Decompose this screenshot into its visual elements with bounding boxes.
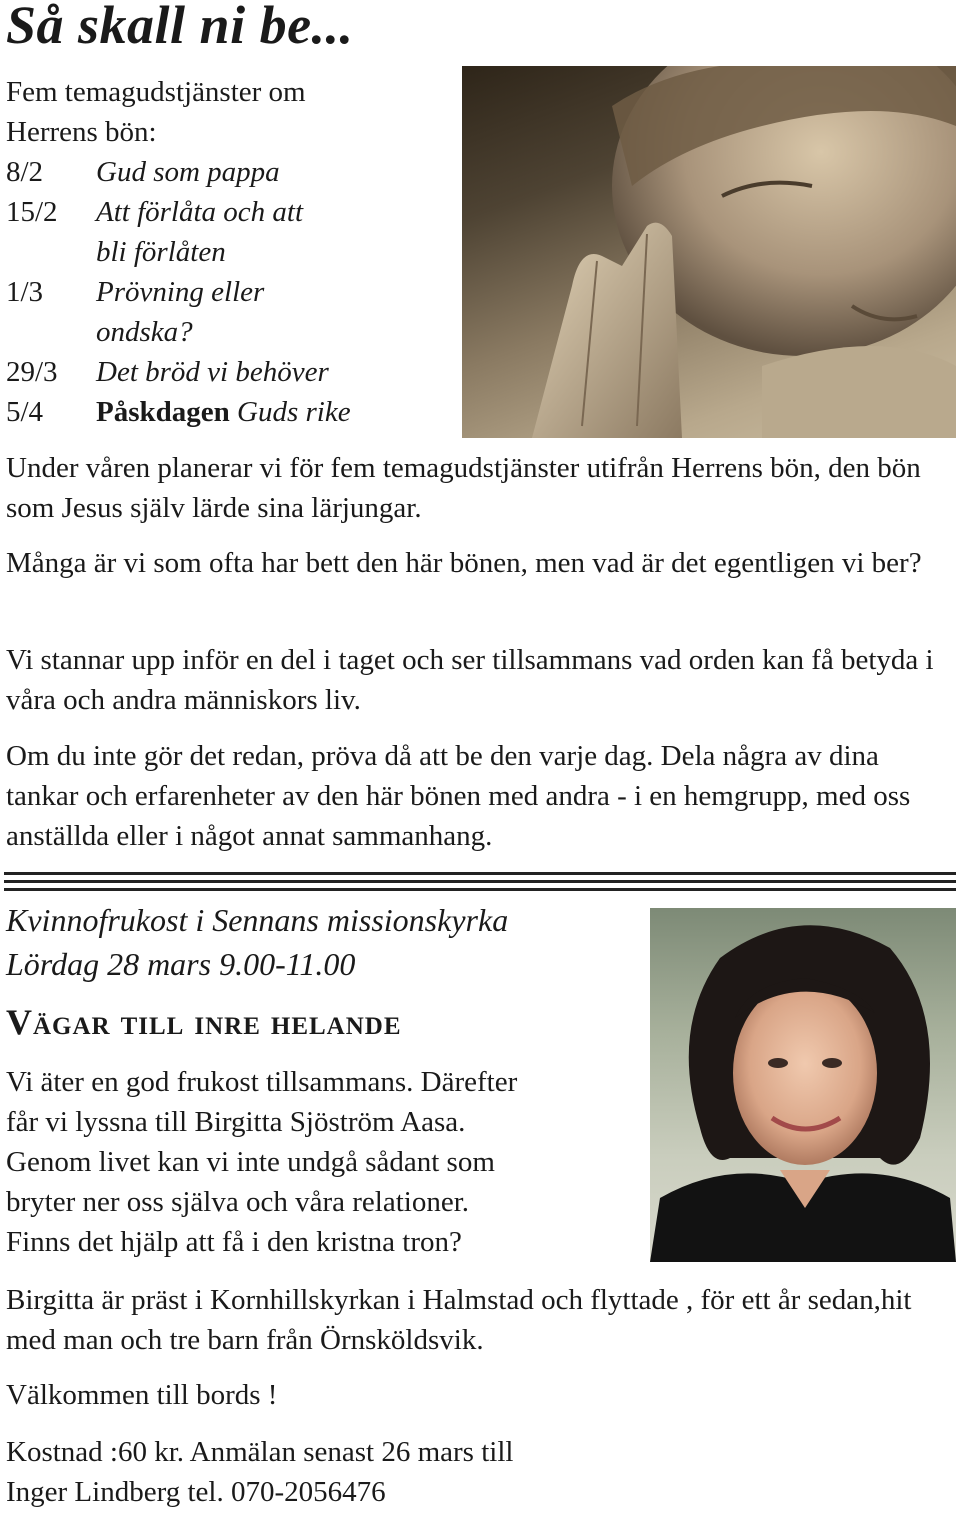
event-title (6, 898, 508, 986)
divider-line (4, 872, 956, 875)
schedule-topic-rest: Guds rike (229, 396, 351, 428)
schedule-date: 8/2 (6, 156, 44, 188)
event-description (6, 1062, 646, 1262)
paragraph-invitation: Om du inte gör det redan, pröva då att be den varje dag. Dela några av dina tankar och erfarenheter av den här bönen med andra - i en hemgrupp, med oss anställda eller i något annat sammanhang. (6, 740, 911, 852)
intro-text (6, 72, 306, 152)
schedule-topic: Prövning eller (96, 276, 265, 308)
schedule-date: 15/2 (6, 196, 58, 228)
schedule-topic: Gud som pappa (96, 156, 280, 188)
event-description-line: får vi lyssna till Birgitta Sjöström Aasa. (6, 1106, 466, 1138)
schedule-topic: bli förlåten (96, 236, 226, 268)
schedule-bold-label: Påskdagen (96, 396, 230, 428)
schedule-topic: Att förlåta och att (96, 196, 304, 228)
intro-line: Fem temagudstjänster om (6, 76, 306, 108)
divider-line (4, 880, 956, 883)
schedule-row (6, 272, 466, 312)
event-description-line: Vi äter en god frukost tillsammans. Därefter (6, 1066, 518, 1098)
speaker-portrait-illustration (650, 908, 956, 1262)
schedule-row-continued (6, 312, 466, 352)
event-description-line: Finns det hjälp att få i den kristna tron? (6, 1226, 462, 1258)
intro-line: Herrens bön: (6, 116, 157, 148)
schedule-row (6, 352, 466, 392)
schedule-list (6, 152, 466, 432)
schedule-row (6, 192, 466, 232)
paragraph-question: Många är vi som ofta har bett den här bönen, men vad är det egentligen vi ber? (6, 547, 922, 579)
schedule-row (6, 392, 466, 432)
schedule-date: 5/4 (6, 396, 44, 428)
cost-line: Kostnad :60 kr. Anmälan senast 26 mars till (6, 1436, 514, 1468)
paragraph-intro: Under våren planerar vi för fem temagudstjänster utifrån Herrens bön, den bön som Jesus själv lärde sina lärjungar. (6, 452, 921, 524)
schedule-topic: ondska? (96, 316, 193, 348)
welcome-text: Välkommen till bords ! (6, 1379, 278, 1411)
schedule-date: 29/3 (6, 356, 58, 388)
schedule-topic: Det bröd vi behöver (96, 356, 329, 388)
speaker-about: Birgitta är präst i Kornhillskyrkan i Halmstad och flyttade , för ett år sedan,hit med man och tre barn från Örnsköldsvik. (6, 1284, 912, 1356)
event-title-line: Kvinnofrukost i Sennans missionskyrka (6, 902, 509, 938)
praying-child-photo (462, 66, 956, 438)
event-description-line: bryter ner oss själva och våra relationer. (6, 1186, 470, 1218)
schedule-row (6, 152, 466, 192)
divider-line (4, 888, 956, 891)
schedule-row-continued (6, 232, 466, 272)
page-title: Så skall ni be... (6, 0, 354, 55)
cost-and-registration (6, 1432, 956, 1512)
praying-child-illustration (462, 66, 956, 438)
event-description-line: Genom livet kan vi inte undgå sådant som (6, 1146, 495, 1178)
paragraph-reflection: Vi stannar upp inför en del i taget och ser tillsammans vad orden kan få betyda i våra och andra människors liv. (6, 644, 934, 716)
schedule-date: 1/3 (6, 276, 44, 308)
event-headline: Vägar till inre helande (6, 1002, 402, 1042)
speaker-portrait-photo (650, 908, 956, 1262)
event-date-line: Lördag 28 mars 9.00-11.00 (6, 946, 356, 982)
schedule-topic (96, 392, 351, 432)
contact-line: Inger Lindberg tel. 070-2056476 (6, 1476, 386, 1508)
